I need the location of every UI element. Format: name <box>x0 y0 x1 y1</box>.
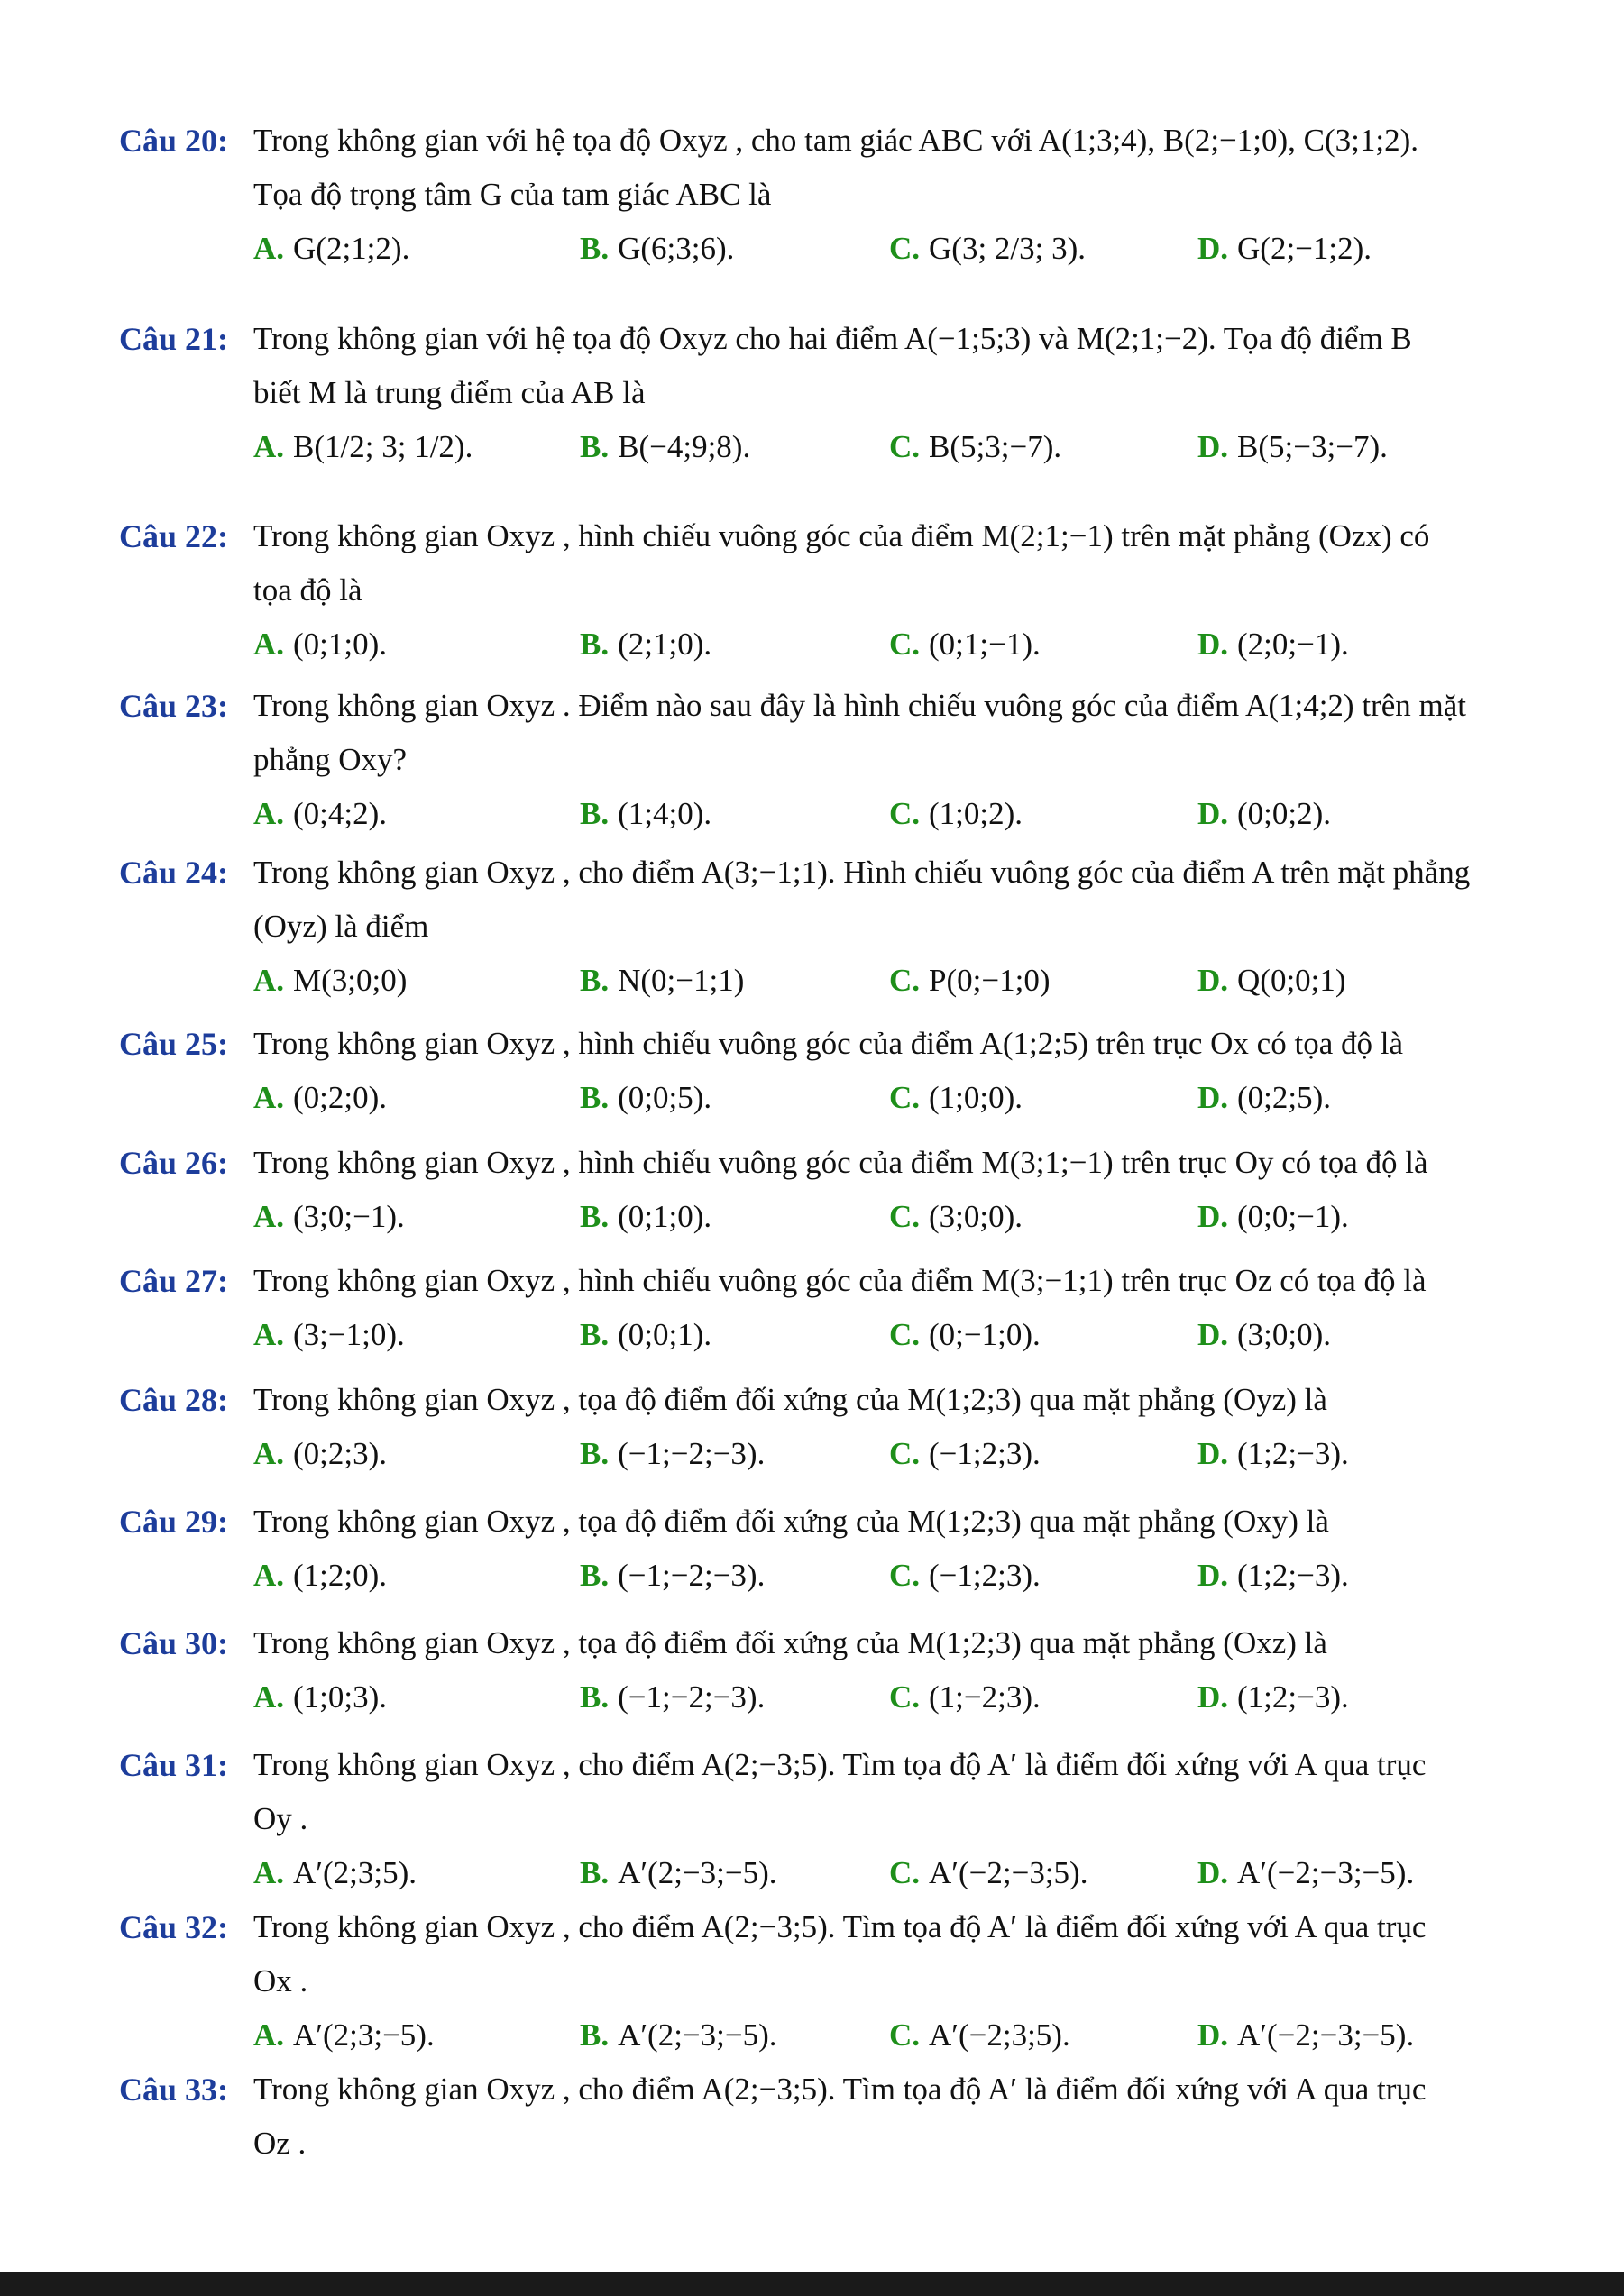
option-value: (1;2;−3). <box>1237 1679 1349 1715</box>
option-b[interactable] <box>580 956 744 1006</box>
option-value: (1;0;2). <box>929 796 1023 831</box>
option-label: A. <box>253 231 285 266</box>
question-number: Câu 29: <box>119 1504 229 1540</box>
option-b[interactable] <box>580 1310 711 1360</box>
option-a[interactable] <box>253 956 407 1006</box>
option-label: A. <box>253 963 285 998</box>
question-number: Câu 20: <box>119 123 229 159</box>
question-number: Câu 27: <box>119 1263 229 1299</box>
option-value: (2;1;0). <box>618 627 712 662</box>
option-value: (−1;2;3). <box>929 1436 1041 1471</box>
option-d[interactable] <box>1197 619 1349 670</box>
question-text-line: Trong không gian Oxyz , cho điểm A(3;−1;1). Hình chiếu vuông góc của điểm A trên mặt phẳng <box>253 855 1471 890</box>
option-c[interactable] <box>889 1429 1041 1479</box>
question-text-line: Trong không gian với hệ tọa độ Oxyz , cho tam giác ABC với A(1;3;4), B(2;−1;0), C(3;1;2). <box>253 123 1419 158</box>
option-value: B(5;3;−7). <box>929 429 1062 464</box>
question-text-line: Trong không gian Oxyz , tọa độ điểm đối xứng của M(1;2;3) qua mặt phẳng (Oxy) là <box>253 1504 1329 1539</box>
option-c[interactable] <box>889 1073 1023 1123</box>
question-text-line: Oz . <box>253 2126 307 2161</box>
option-b[interactable] <box>580 2010 777 2061</box>
question-number: Câu 25: <box>119 1026 229 1062</box>
option-a[interactable] <box>253 1073 387 1123</box>
option-value: (3;−1;0). <box>293 1317 405 1352</box>
option-label: A. <box>253 1855 285 1890</box>
option-label: D. <box>1197 429 1229 464</box>
option-value: A′(2;−3;−5). <box>618 2017 777 2053</box>
option-b[interactable] <box>580 1192 711 1242</box>
question-number: Câu 32: <box>119 1909 229 1945</box>
option-value: (0;0;−1). <box>1237 1199 1349 1234</box>
option-value: (−1;−2;−3). <box>618 1679 766 1715</box>
option-value: (0;4;2). <box>293 796 388 831</box>
option-label: C. <box>889 627 921 662</box>
option-value: (0;2;0). <box>293 1080 388 1115</box>
option-label: A. <box>253 1317 285 1352</box>
option-d[interactable] <box>1197 1429 1349 1479</box>
option-label: C. <box>889 1080 921 1115</box>
option-label: C. <box>889 796 921 831</box>
question-text-line: Trong không gian Oxyz , cho điểm A(2;−3;5). Tìm tọa độ A′ là điểm đối xứng với A qua trục <box>253 2072 1427 2107</box>
bottom-divider <box>0 2272 1624 2296</box>
question-text-line: Trong không gian Oxyz , cho điểm A(2;−3;5). Tìm tọa độ A′ là điểm đối xứng với A qua trục <box>253 1747 1427 1782</box>
option-value: (0;1;0). <box>293 627 388 662</box>
option-value: (−1;−2;−3). <box>618 1436 766 1471</box>
option-label: D. <box>1197 1317 1229 1352</box>
option-value: (0;2;5). <box>1237 1080 1332 1115</box>
option-value: (0;−1;0). <box>929 1317 1041 1352</box>
option-label: D. <box>1197 627 1229 662</box>
option-value: B(−4;9;8). <box>618 429 751 464</box>
question-number: Câu 26: <box>119 1145 229 1181</box>
option-value: A′(−2;−3;−5). <box>1237 2017 1415 2053</box>
option-label: D. <box>1197 1199 1229 1234</box>
question-text-line: Trong không gian Oxyz , tọa độ điểm đối xứng của M(1;2;3) qua mặt phẳng (Oyz) là <box>253 1382 1327 1417</box>
option-value: A′(−2;−3;5). <box>929 1855 1088 1890</box>
option-label: A. <box>253 1679 285 1715</box>
option-label: D. <box>1197 231 1229 266</box>
question-number: Câu 28: <box>119 1382 229 1418</box>
option-c[interactable] <box>889 1310 1041 1360</box>
question-text-line: Tọa độ trọng tâm G của tam giác ABC là <box>253 177 772 212</box>
option-c[interactable] <box>889 1550 1041 1601</box>
option-value: (2;0;−1). <box>1237 627 1349 662</box>
option-label: C. <box>889 1317 921 1352</box>
option-a[interactable] <box>253 1672 387 1723</box>
option-b[interactable] <box>580 224 734 274</box>
option-a[interactable] <box>253 422 473 472</box>
option-label: B. <box>580 1317 610 1352</box>
option-a[interactable] <box>253 1550 387 1601</box>
option-value: (0;1;0). <box>618 1199 712 1234</box>
option-value: B(1/2; 3; 1/2). <box>293 429 473 464</box>
option-label: B. <box>580 1080 610 1115</box>
option-a[interactable] <box>253 224 409 274</box>
option-label: C. <box>889 1679 921 1715</box>
option-d[interactable] <box>1197 1192 1349 1242</box>
option-value: G(3; 2/3; 3). <box>929 231 1087 266</box>
question-text-line: Trong không gian Oxyz , tọa độ điểm đối xứng của M(1;2;3) qua mặt phẳng (Oxz) là <box>253 1625 1327 1660</box>
option-value: (1;2;−3). <box>1237 1436 1349 1471</box>
option-c[interactable] <box>889 2010 1070 2061</box>
option-value: B(5;−3;−7). <box>1237 429 1388 464</box>
option-value: Q(0;0;1) <box>1237 963 1346 998</box>
option-label: C. <box>889 1558 921 1593</box>
option-a[interactable] <box>253 1429 387 1479</box>
option-d[interactable] <box>1197 2010 1414 2061</box>
option-value: (1;0;3). <box>293 1679 388 1715</box>
option-label: C. <box>889 429 921 464</box>
question-number: Câu 30: <box>119 1625 229 1661</box>
option-value: (1;2;−3). <box>1237 1558 1349 1593</box>
option-label: B. <box>580 796 610 831</box>
option-d[interactable] <box>1197 422 1388 472</box>
option-d[interactable] <box>1197 224 1372 274</box>
option-a[interactable] <box>253 1192 405 1242</box>
question-number: Câu 31: <box>119 1747 229 1783</box>
question-text-line: Trong không gian Oxyz , cho điểm A(2;−3;5). Tìm tọa độ A′ là điểm đối xứng với A qua trục <box>253 1909 1427 1944</box>
option-label: A. <box>253 1558 285 1593</box>
option-value: G(2;1;2). <box>293 231 410 266</box>
option-value: (−1;−2;−3). <box>618 1558 766 1593</box>
question-text-line: Ox . <box>253 1963 308 1999</box>
option-label: D. <box>1197 1679 1229 1715</box>
option-value: N(0;−1;1) <box>618 963 745 998</box>
option-value: M(3;0;0) <box>293 963 408 998</box>
option-label: B. <box>580 1199 610 1234</box>
option-label: A. <box>253 1436 285 1471</box>
option-b[interactable] <box>580 789 711 839</box>
option-d[interactable] <box>1197 1310 1331 1360</box>
option-a[interactable] <box>253 1848 417 1898</box>
option-a[interactable] <box>253 1310 405 1360</box>
question-text-line: tọa độ là <box>253 572 362 608</box>
option-value: (1;0;0). <box>929 1080 1023 1115</box>
option-c[interactable] <box>889 1192 1023 1242</box>
option-value: (0;0;2). <box>1237 796 1332 831</box>
option-c[interactable] <box>889 789 1023 839</box>
option-value: A′(2;3;−5). <box>293 2017 435 2053</box>
option-label: A. <box>253 1080 285 1115</box>
option-value: A′(2;3;5). <box>293 1855 417 1890</box>
option-d[interactable] <box>1197 1550 1349 1601</box>
option-label: C. <box>889 1436 921 1471</box>
question-text-line: Trong không gian Oxyz , hình chiếu vuông góc của điểm M(3;1;−1) trên trục Oy có tọa độ là <box>253 1145 1428 1180</box>
option-label: D. <box>1197 2017 1229 2053</box>
option-b[interactable] <box>580 422 750 472</box>
option-d[interactable] <box>1197 789 1331 839</box>
option-label: A. <box>253 2017 285 2053</box>
option-d[interactable] <box>1197 1073 1331 1123</box>
option-label: B. <box>580 1436 610 1471</box>
option-label: D. <box>1197 1080 1229 1115</box>
option-b[interactable] <box>580 1429 765 1479</box>
option-label: B. <box>580 1855 610 1890</box>
option-label: C. <box>889 1855 921 1890</box>
option-value: (−1;2;3). <box>929 1558 1041 1593</box>
option-c[interactable] <box>889 422 1061 472</box>
option-label: B. <box>580 1558 610 1593</box>
option-a[interactable] <box>253 619 387 670</box>
question-text-line: Trong không gian với hệ tọa độ Oxyz cho hai điểm A(−1;5;3) và M(2;1;−2). Tọa độ điểm B <box>253 321 1412 356</box>
option-label: D. <box>1197 1855 1229 1890</box>
option-b[interactable] <box>580 1550 765 1601</box>
question-number: Câu 24: <box>119 855 229 891</box>
question-text-line: Oy . <box>253 1801 308 1836</box>
option-value: G(6;3;6). <box>618 231 735 266</box>
option-d[interactable] <box>1197 1672 1349 1723</box>
option-value: (0;1;−1). <box>929 627 1041 662</box>
option-value: (0;0;1). <box>618 1317 712 1352</box>
option-c[interactable] <box>889 1848 1087 1898</box>
option-a[interactable] <box>253 2010 435 2061</box>
option-value: (3;0;0). <box>1237 1317 1332 1352</box>
option-value: G(2;−1;2). <box>1237 231 1372 266</box>
question-text-line: biết M là trung điểm của AB là <box>253 375 646 410</box>
option-a[interactable] <box>253 789 387 839</box>
option-value: (0;0;5). <box>618 1080 712 1115</box>
option-b[interactable] <box>580 619 711 670</box>
option-label: B. <box>580 963 610 998</box>
option-value: (0;2;3). <box>293 1436 388 1471</box>
option-label: D. <box>1197 963 1229 998</box>
question-number: Câu 21: <box>119 321 229 357</box>
option-value: A′(−2;−3;−5). <box>1237 1855 1415 1890</box>
option-c[interactable] <box>889 619 1041 670</box>
option-value: A′(2;−3;−5). <box>618 1855 777 1890</box>
option-d[interactable] <box>1197 956 1346 1006</box>
question-number: Câu 23: <box>119 688 229 724</box>
option-c[interactable] <box>889 956 1051 1006</box>
question-text-line: phẳng Oxy? <box>253 742 408 777</box>
option-b[interactable] <box>580 1073 711 1123</box>
option-c[interactable] <box>889 1672 1041 1723</box>
option-label: A. <box>253 429 285 464</box>
option-value: (1;2;0). <box>293 1558 388 1593</box>
question-text-line: Trong không gian Oxyz , hình chiếu vuông góc của điểm M(3;−1;1) trên trục Oz có tọa độ là <box>253 1263 1427 1298</box>
question-text-line: Trong không gian Oxyz , hình chiếu vuông góc của điểm A(1;2;5) trên trục Ox có tọa độ là <box>253 1026 1403 1061</box>
option-label: B. <box>580 1679 610 1715</box>
option-c[interactable] <box>889 224 1086 274</box>
option-value: P(0;−1;0) <box>929 963 1051 998</box>
option-value: A′(−2;3;5). <box>929 2017 1070 2053</box>
option-label: A. <box>253 1199 285 1234</box>
option-value: (3;0;0). <box>929 1199 1023 1234</box>
question-text-line: (Oyz) là điểm <box>253 909 429 944</box>
option-label: C. <box>889 963 921 998</box>
option-label: B. <box>580 627 610 662</box>
option-label: B. <box>580 2017 610 2053</box>
option-label: D. <box>1197 796 1229 831</box>
option-value: (1;−2;3). <box>929 1679 1041 1715</box>
question-number: Câu 22: <box>119 518 229 554</box>
option-b[interactable] <box>580 1672 765 1723</box>
option-label: B. <box>580 231 610 266</box>
option-label: A. <box>253 796 285 831</box>
option-b[interactable] <box>580 1848 777 1898</box>
option-label: D. <box>1197 1436 1229 1471</box>
question-text-line: Trong không gian Oxyz . Điểm nào sau đây là hình chiếu vuông góc của điểm A(1;4;2) trên mặt <box>253 688 1466 723</box>
option-value: (1;4;0). <box>618 796 712 831</box>
option-label: D. <box>1197 1558 1229 1593</box>
question-number: Câu 33: <box>119 2072 229 2108</box>
option-label: B. <box>580 429 610 464</box>
option-label: A. <box>253 627 285 662</box>
option-label: C. <box>889 1199 921 1234</box>
option-label: C. <box>889 231 921 266</box>
option-d[interactable] <box>1197 1848 1414 1898</box>
option-value: (3;0;−1). <box>293 1199 405 1234</box>
option-label: C. <box>889 2017 921 2053</box>
question-text-line: Trong không gian Oxyz , hình chiếu vuông góc của điểm M(2;1;−1) trên mặt phẳng (Ozx) có <box>253 518 1430 553</box>
